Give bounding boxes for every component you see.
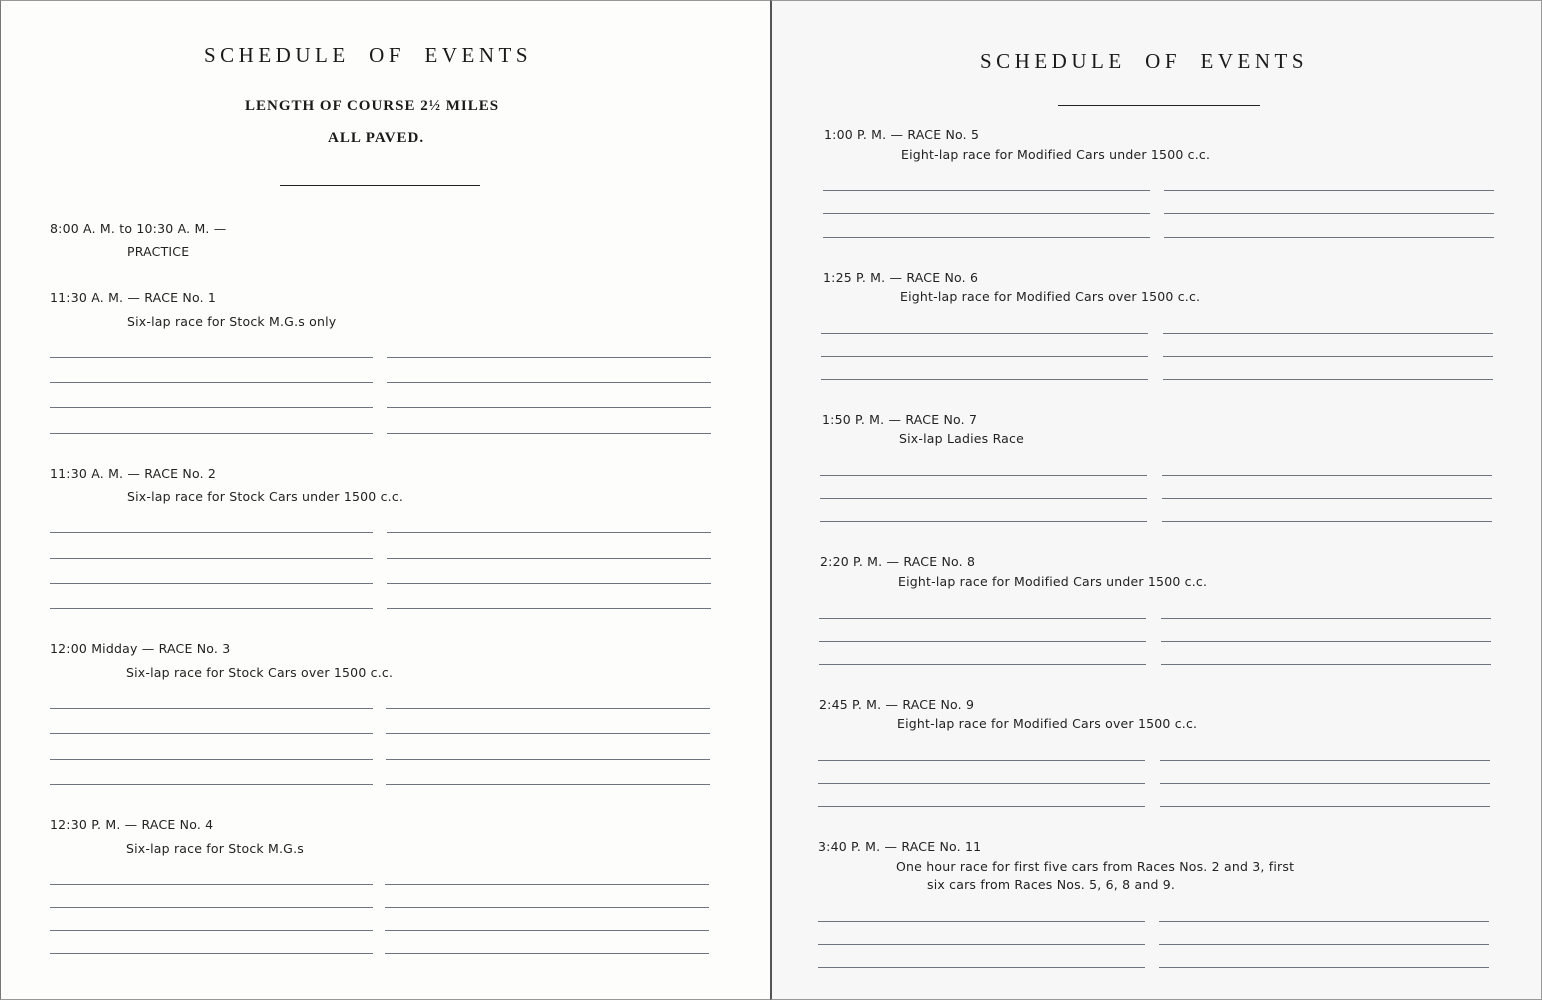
race-heading: 2:20 P. M. — RACE No. 8: [820, 554, 976, 569]
entry-line: [1163, 379, 1493, 380]
entry-line: [50, 759, 373, 760]
entry-line: [821, 379, 1148, 380]
entry-line: [387, 583, 711, 584]
entry-line: [819, 618, 1146, 619]
entry-line: [1160, 783, 1490, 784]
entry-line: [386, 759, 710, 760]
entry-line: [386, 784, 710, 785]
entry-line: [1161, 664, 1491, 665]
race-heading: 11:30 A. M. — RACE No. 1: [50, 290, 217, 305]
entry-line: [1164, 237, 1494, 238]
race-heading: 12:00 Midday — RACE No. 3: [50, 641, 231, 656]
race-description-continued: six cars from Races Nos. 5, 6, 8 and 9.: [927, 877, 1176, 892]
entry-line: [1162, 475, 1492, 476]
entry-line: [387, 532, 711, 533]
entry-line: [50, 407, 373, 408]
race-description: Eight-lap race for Modified Cars over 1500 c.c.: [900, 289, 1201, 304]
race-heading: 1:00 P. M. — RACE No. 5: [824, 127, 980, 142]
entry-line: [1164, 190, 1494, 191]
race-description: Eight-lap race for Modified Cars over 1500 c.c.: [897, 716, 1198, 731]
entry-line: [50, 953, 373, 954]
entry-line: [385, 953, 709, 954]
entry-line: [818, 806, 1145, 807]
page-title: SCHEDULE OF EVENTS: [204, 43, 533, 67]
entry-line: [385, 884, 709, 885]
entry-line: [387, 433, 711, 434]
entry-line: [50, 532, 373, 533]
entry-line: [50, 583, 373, 584]
entry-line: [820, 498, 1147, 499]
race-description: Six-lap race for Stock Cars under 1500 c.c.: [127, 489, 404, 504]
entry-line: [821, 333, 1148, 334]
entry-line: [1159, 921, 1489, 922]
entry-line: [820, 521, 1147, 522]
entry-line: [1162, 498, 1492, 499]
entry-line: [387, 382, 711, 383]
entry-line: [819, 664, 1146, 665]
entry-line: [1160, 760, 1490, 761]
entry-line: [818, 967, 1145, 968]
entry-line: [823, 237, 1150, 238]
entry-line: [818, 921, 1145, 922]
course-length: LENGTH OF COURSE 2½ MILES: [245, 98, 500, 114]
race-description: Six-lap race for Stock M.G.s: [126, 841, 304, 856]
entry-line: [818, 944, 1145, 945]
race-heading: 11:30 A. M. — RACE No. 2: [50, 466, 217, 481]
race-description: Six-lap race for Stock Cars over 1500 c.c.: [126, 665, 394, 680]
entry-line: [386, 733, 710, 734]
title-divider: [1058, 105, 1260, 106]
entry-line: [1163, 333, 1493, 334]
entry-line: [386, 708, 710, 709]
entry-line: [387, 558, 711, 559]
entry-line: [1159, 944, 1489, 945]
practice-time: 8:00 A. M. to 10:30 A. M. —: [50, 221, 227, 236]
entry-line: [385, 930, 709, 931]
race-description: One hour race for first five cars from Races Nos. 2 and 3, first: [896, 859, 1295, 874]
entry-line: [1162, 521, 1492, 522]
entry-line: [823, 190, 1150, 191]
race-description: Eight-lap race for Modified Cars under 1500 c.c.: [901, 147, 1211, 162]
page-title: SCHEDULE OF EVENTS: [980, 49, 1309, 73]
entry-line: [821, 356, 1148, 357]
entry-line: [819, 641, 1146, 642]
right-page: [770, 0, 1542, 1000]
race-heading: 1:25 P. M. — RACE No. 6: [823, 270, 979, 285]
entry-line: [1161, 618, 1491, 619]
entry-line: [50, 382, 373, 383]
entry-line: [50, 433, 373, 434]
entry-line: [50, 884, 373, 885]
entry-line: [385, 907, 709, 908]
entry-line: [1161, 641, 1491, 642]
entry-line: [50, 784, 373, 785]
title-divider: [280, 185, 480, 186]
entry-line: [823, 213, 1150, 214]
entry-line: [387, 608, 711, 609]
entry-line: [818, 760, 1145, 761]
entry-line: [50, 733, 373, 734]
entry-line: [50, 907, 373, 908]
entry-line: [1160, 806, 1490, 807]
entry-line: [387, 407, 711, 408]
entry-line: [387, 357, 711, 358]
race-heading: 12:30 P. M. — RACE No. 4: [50, 817, 214, 832]
entry-line: [50, 930, 373, 931]
practice-label: PRACTICE: [127, 244, 190, 259]
entry-line: [50, 608, 373, 609]
entry-line: [50, 558, 373, 559]
entry-line: [1163, 356, 1493, 357]
entry-line: [1159, 967, 1489, 968]
race-description: Eight-lap race for Modified Cars under 1500 c.c.: [898, 574, 1208, 589]
course-surface: ALL PAVED.: [328, 130, 425, 146]
race-heading: 1:50 P. M. — RACE No. 7: [822, 412, 978, 427]
entry-line: [818, 783, 1145, 784]
race-heading: 2:45 P. M. — RACE No. 9: [819, 697, 975, 712]
race-description: Six-lap Ladies Race: [899, 431, 1024, 446]
entry-line: [820, 475, 1147, 476]
entry-line: [1164, 213, 1494, 214]
race-description: Six-lap race for Stock M.G.s only: [127, 314, 337, 329]
entry-line: [50, 357, 373, 358]
entry-line: [50, 708, 373, 709]
left-page: [0, 0, 770, 1000]
race-heading: 3:40 P. M. — RACE No. 11: [818, 839, 982, 854]
